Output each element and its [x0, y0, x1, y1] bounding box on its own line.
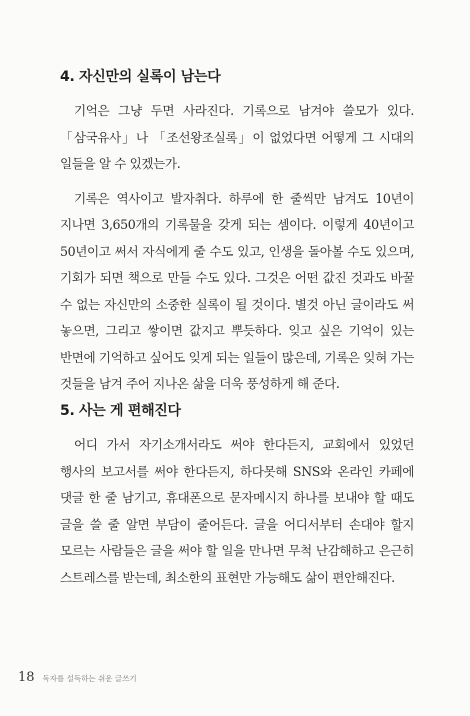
section-4: [60, 68, 414, 406]
section-heading: 5. 사는 게 편해진다: [60, 403, 181, 419]
section-heading: 4. 자신만의 실록이 남는다: [60, 69, 221, 85]
page-footer: [18, 670, 137, 685]
section-5: [60, 402, 414, 599]
page-number: 18: [18, 670, 35, 685]
running-title: 독자를 설득하는 쉬운 글쓰기: [42, 674, 137, 683]
paragraph: 어디 가서 자기소개서라도 써야 한다든지, 교회에서 있었던 행사의 보고서를 써야 한다든지, 하다못해 SNS와 온라인 카페에 댓글 한 줄 남기고, 휴대폰으로 문자메시지 하나를 보내야 할 때도 글을 쓸 줄 알면 부담이 줄어든다. 글을 어디서부터 손대야 할지 모르는 사람들은 글을 써야 할 일을 만나면 무척 난감해하고 은근히 스트레스를 받는데, 최소한의 표현만 가능해도 삶이 편안해진다.: [60, 437, 414, 585]
paragraph: 기록은 역사이고 발자취다. 하루에 한 줄씩만 남겨도 10년이 지나면 3,650개의 기록물을 갖게 되는 셈이다. 이렇게 40년이고 50년이고 써서 자식에게 줄 수도 있고, 인생을 돌아볼 수도 있으며, 기회가 되면 책으로 만들 수도 있다. 그것은 어떤 값진 것과도 바꿀 수 없는 자신만의 소중한 실록이 될 것이다. 별것 아닌 글이라도 써 놓으면, 그리고 쌓이면 값지고 뿌듯하다. 잊고 싶은 기억이 있는 반면에 기억하고 싶어도 잊게 되는 일들이 많은데, 기록은 잊혀 가는 것들을 남겨 주어 지나온 삶을 더욱 풍성하게 해 준다.: [60, 190, 414, 391]
paragraph: 기억은 그냥 두면 사라진다. 기록으로 남겨야 쓸모가 있다. 「삼국유사」나 「조선왕조실록」이 없었다면 어떻게 그 시대의 일들을 알 수 있겠는가.: [60, 103, 414, 171]
